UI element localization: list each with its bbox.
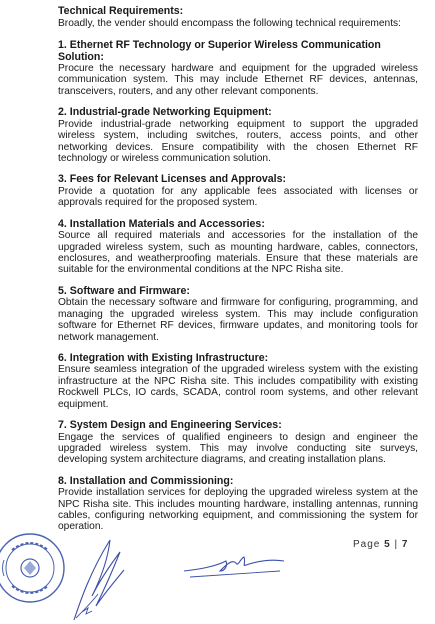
section-body: Engage the services of qualified engineers to design and engineer the upgraded wireless system. This may involve conducting site surveys, developing system architecture diagrams, and creating installation plans.	[58, 431, 418, 466]
requirement-section-6	[58, 353, 418, 410]
requirement-section-2	[58, 107, 418, 164]
section-title: 2. Industrial-grade Networking Equipment:	[58, 106, 272, 119]
requirement-section-4	[58, 219, 418, 276]
requirement-section-7	[58, 420, 418, 466]
page-total: 7	[401, 539, 409, 550]
section-body: Provide installation services for deploying the upgraded wireless system at the NPC Risha site. This includes mounting hardware, installing antennas, running cables, configuring networking equipment, and commissioning the system for operation.	[58, 487, 418, 533]
section-title: 5. Software and Firmware:	[58, 284, 190, 297]
page-heading: Technical Requirements:	[58, 5, 184, 17]
document-content	[58, 5, 418, 533]
section-title: 4. Installation Materials and Accessories:	[58, 217, 265, 230]
signature-scribble-1	[62, 532, 142, 624]
section-body: Provide a quotation for any applicable fees associated with licenses or approvals required for the proposed system.	[58, 185, 418, 209]
page-label: Page	[353, 539, 381, 550]
section-body: Provide industrial-grade networking equipment to support the upgraded wireless system, including switches, routers, access points, and other networking devices. Ensure compatibility with the chosen Ethernet RF technology or wireless communication solution.	[58, 118, 418, 164]
requirement-section-5	[58, 286, 418, 343]
section-title: 8. Installation and Commissioning:	[58, 474, 234, 487]
intro-paragraph: Broadly, the vender should encompass the following technical requirements:	[58, 18, 401, 29]
requirement-section-8	[58, 476, 418, 533]
section-title: 1. Ethernet RF Technology or Superior Wireless Communication Solution:	[58, 39, 381, 63]
section-title: 7. System Design and Engineering Services:	[58, 419, 282, 432]
page-separator: |	[394, 539, 399, 550]
section-body: Ensure seamless integration of the upgraded wireless system with the existing infrastructure at the NPC Risha site. This includes compatibility with existing Rockwell PLCs, IO cards, SCADA, control room systems, and other relevant equipment.	[58, 364, 418, 410]
requirement-section-3	[58, 174, 418, 208]
section-body: Obtain the necessary software and firmware for configuring, programming, and managing the upgraded wireless system. This may include configuration software for Ethernet RF devices, firmware updates, and monitoring tools for network management.	[58, 297, 418, 343]
requirement-section-1	[58, 40, 418, 97]
section-body: Procure the necessary hardware and equipment for the upgraded wireless communication system. This may include Ethernet RF devices, antennas, transceivers, routers, and any other relevant components.	[58, 63, 418, 97]
section-title: 6. Integration with Existing Infrastructure:	[58, 351, 269, 364]
section-body: Source all required materials and accessories for the installation of the upgraded wireless system, such as mounting hardware, cables, connectors, enclosures, and weatherproofing materials. Ensure that these materials are suitable for the environmental conditions at the NPC Risha site.	[58, 230, 418, 276]
section-title: 3. Fees for Relevant Licenses and Approvals:	[58, 173, 287, 186]
page-number	[353, 539, 408, 550]
signature-scribble-2	[180, 545, 290, 585]
page-current: 5	[384, 539, 391, 550]
